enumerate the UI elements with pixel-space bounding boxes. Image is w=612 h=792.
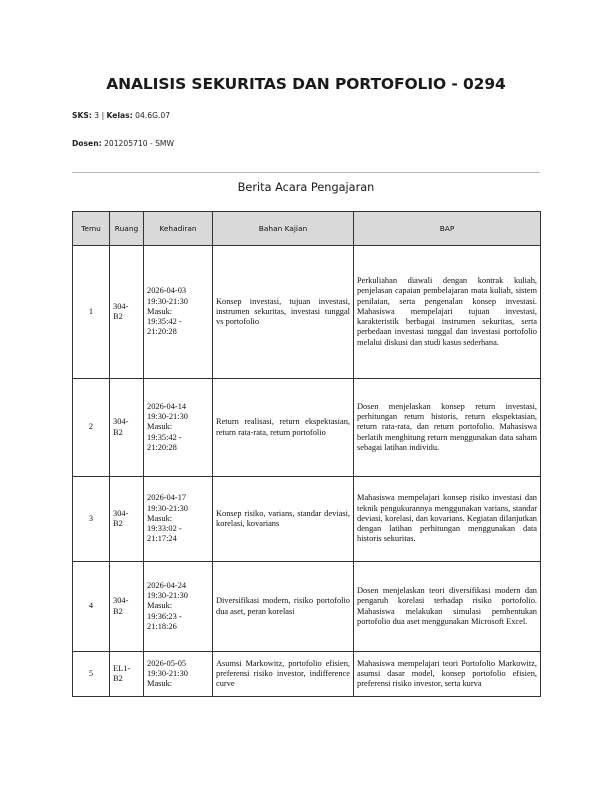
cell-kehadiran: 2026-04-14 19:30-21:30 Masuk: 19:35:42 - 21:20:28	[144, 379, 213, 477]
teaching-record-table	[72, 211, 541, 697]
cell-bahan-kajian: Diversifikasi modern, risiko portofolio dua aset, peran korelasi	[213, 562, 354, 652]
table-row	[73, 477, 541, 562]
table-row	[73, 562, 541, 652]
header-ruang: Ruang	[110, 212, 144, 246]
cell-bap: Perkuliahan diawali dengan kontrak kuliah, penjelasan capaian pembelajaran mata kuliah, sistem penilaian, serta pengenalan konsep investasi. Mahasiswa mempelajari tujuan investasi, karakteristik berbagai instrumen sekuritas, serta perbedaan investasi tunggal dan investasi portofolio melalui diskusi dan studi kasus sederhana.	[354, 246, 541, 379]
cell-kehadiran: 2026-04-17 19:30-21:30 Masuk: 19:33:02 - 21:17:24	[144, 477, 213, 562]
sks-label: SKS:	[72, 111, 92, 120]
meta-separator: |	[101, 111, 105, 120]
cell-kehadiran: 2026-04-03 19:30-21:30 Masuk: 19:35:42 - 21:20:28	[144, 246, 213, 379]
cell-ruang: EL1- B2	[110, 652, 144, 697]
cell-ruang: 304- B2	[110, 246, 144, 379]
cell-kehadiran: 2026-05-05 19:30-21:30 Masuk:	[144, 652, 213, 697]
course-meta-line	[72, 111, 170, 120]
lecturer-meta-line	[72, 139, 174, 148]
cell-ruang: 304- B2	[110, 562, 144, 652]
header-kehadiran: Kehadiran	[144, 212, 213, 246]
header-bap: BAP	[354, 212, 541, 246]
table-header-row	[73, 212, 541, 246]
cell-bahan-kajian: Asumsi Markowitz, portofolio efisien, preferensi risiko investor, indifference curve	[213, 652, 354, 697]
cell-kehadiran: 2026-04-24 19:30-21:30 Masuk: 19:36:23 - 21:18:26	[144, 562, 213, 652]
cell-ruang: 304- B2	[110, 477, 144, 562]
cell-bap: Dosen menjelaskan konsep return investasi, perhitungan return historis, return ekspektasian, return rata-rata, dan return portofolio. Mahasiswa berlatih menghitung return menggunakan data saham sebagai latihan individu.	[354, 379, 541, 477]
cell-temu: 4	[73, 562, 110, 652]
cell-temu: 2	[73, 379, 110, 477]
section-title: Berita Acara Pengajaran	[237, 181, 375, 194]
dosen-label: Dosen:	[72, 139, 102, 148]
kelas-value: 04.6G.07	[135, 111, 171, 120]
cell-ruang: 304- B2	[110, 379, 144, 477]
cell-temu: 5	[73, 652, 110, 697]
table-row	[73, 246, 541, 379]
cell-bahan-kajian: Konsep risiko, varians, standar deviasi, korelasi, kovarians	[213, 477, 354, 562]
divider	[72, 172, 540, 173]
cell-bap: Mahasiswa mempelajari teori Portofolio Markowitz, asumsi dasar model, konsep portofolio efisien, preferensi risiko investor, serta kurva	[354, 652, 541, 697]
cell-temu: 3	[73, 477, 110, 562]
cell-bap: Dosen menjelaskan teori diversifikasi modern dan pengaruh korelasi terhadap risiko portofolio. Mahasiswa melakukan simulasi pembentukan portofolio dua aset menggunakan Microsoft Excel.	[354, 562, 541, 652]
header-bahan-kajian: Bahan Kajian	[213, 212, 354, 246]
table-row	[73, 379, 541, 477]
cell-bahan-kajian: Return realisasi, return ekspektasian, return rata-rata, return portofolio	[213, 379, 354, 477]
kelas-label: Kelas:	[106, 111, 133, 120]
dosen-value: 201205710 - SMW	[104, 139, 174, 148]
sks-value: 3	[94, 111, 100, 120]
cell-bahan-kajian: Konsep investasi, tujuan investasi, instrumen sekuritas, investasi tunggal vs portofolio	[213, 246, 354, 379]
header-temu: Temu	[73, 212, 110, 246]
cell-bap: Mahasiswa mempelajari konsep risiko investasi dan teknik pengukurannya menggunakan varians, standar deviasi, korelasi, dan kovarians. Kegiatan dilanjutkan dengan latihan perhitungan menggunakan data historis sekuritas.	[354, 477, 541, 562]
cell-temu: 1	[73, 246, 110, 379]
table-row	[73, 652, 541, 697]
document-title: ANALISIS SEKURITAS DAN PORTOFOLIO - 0294	[106, 75, 506, 93]
